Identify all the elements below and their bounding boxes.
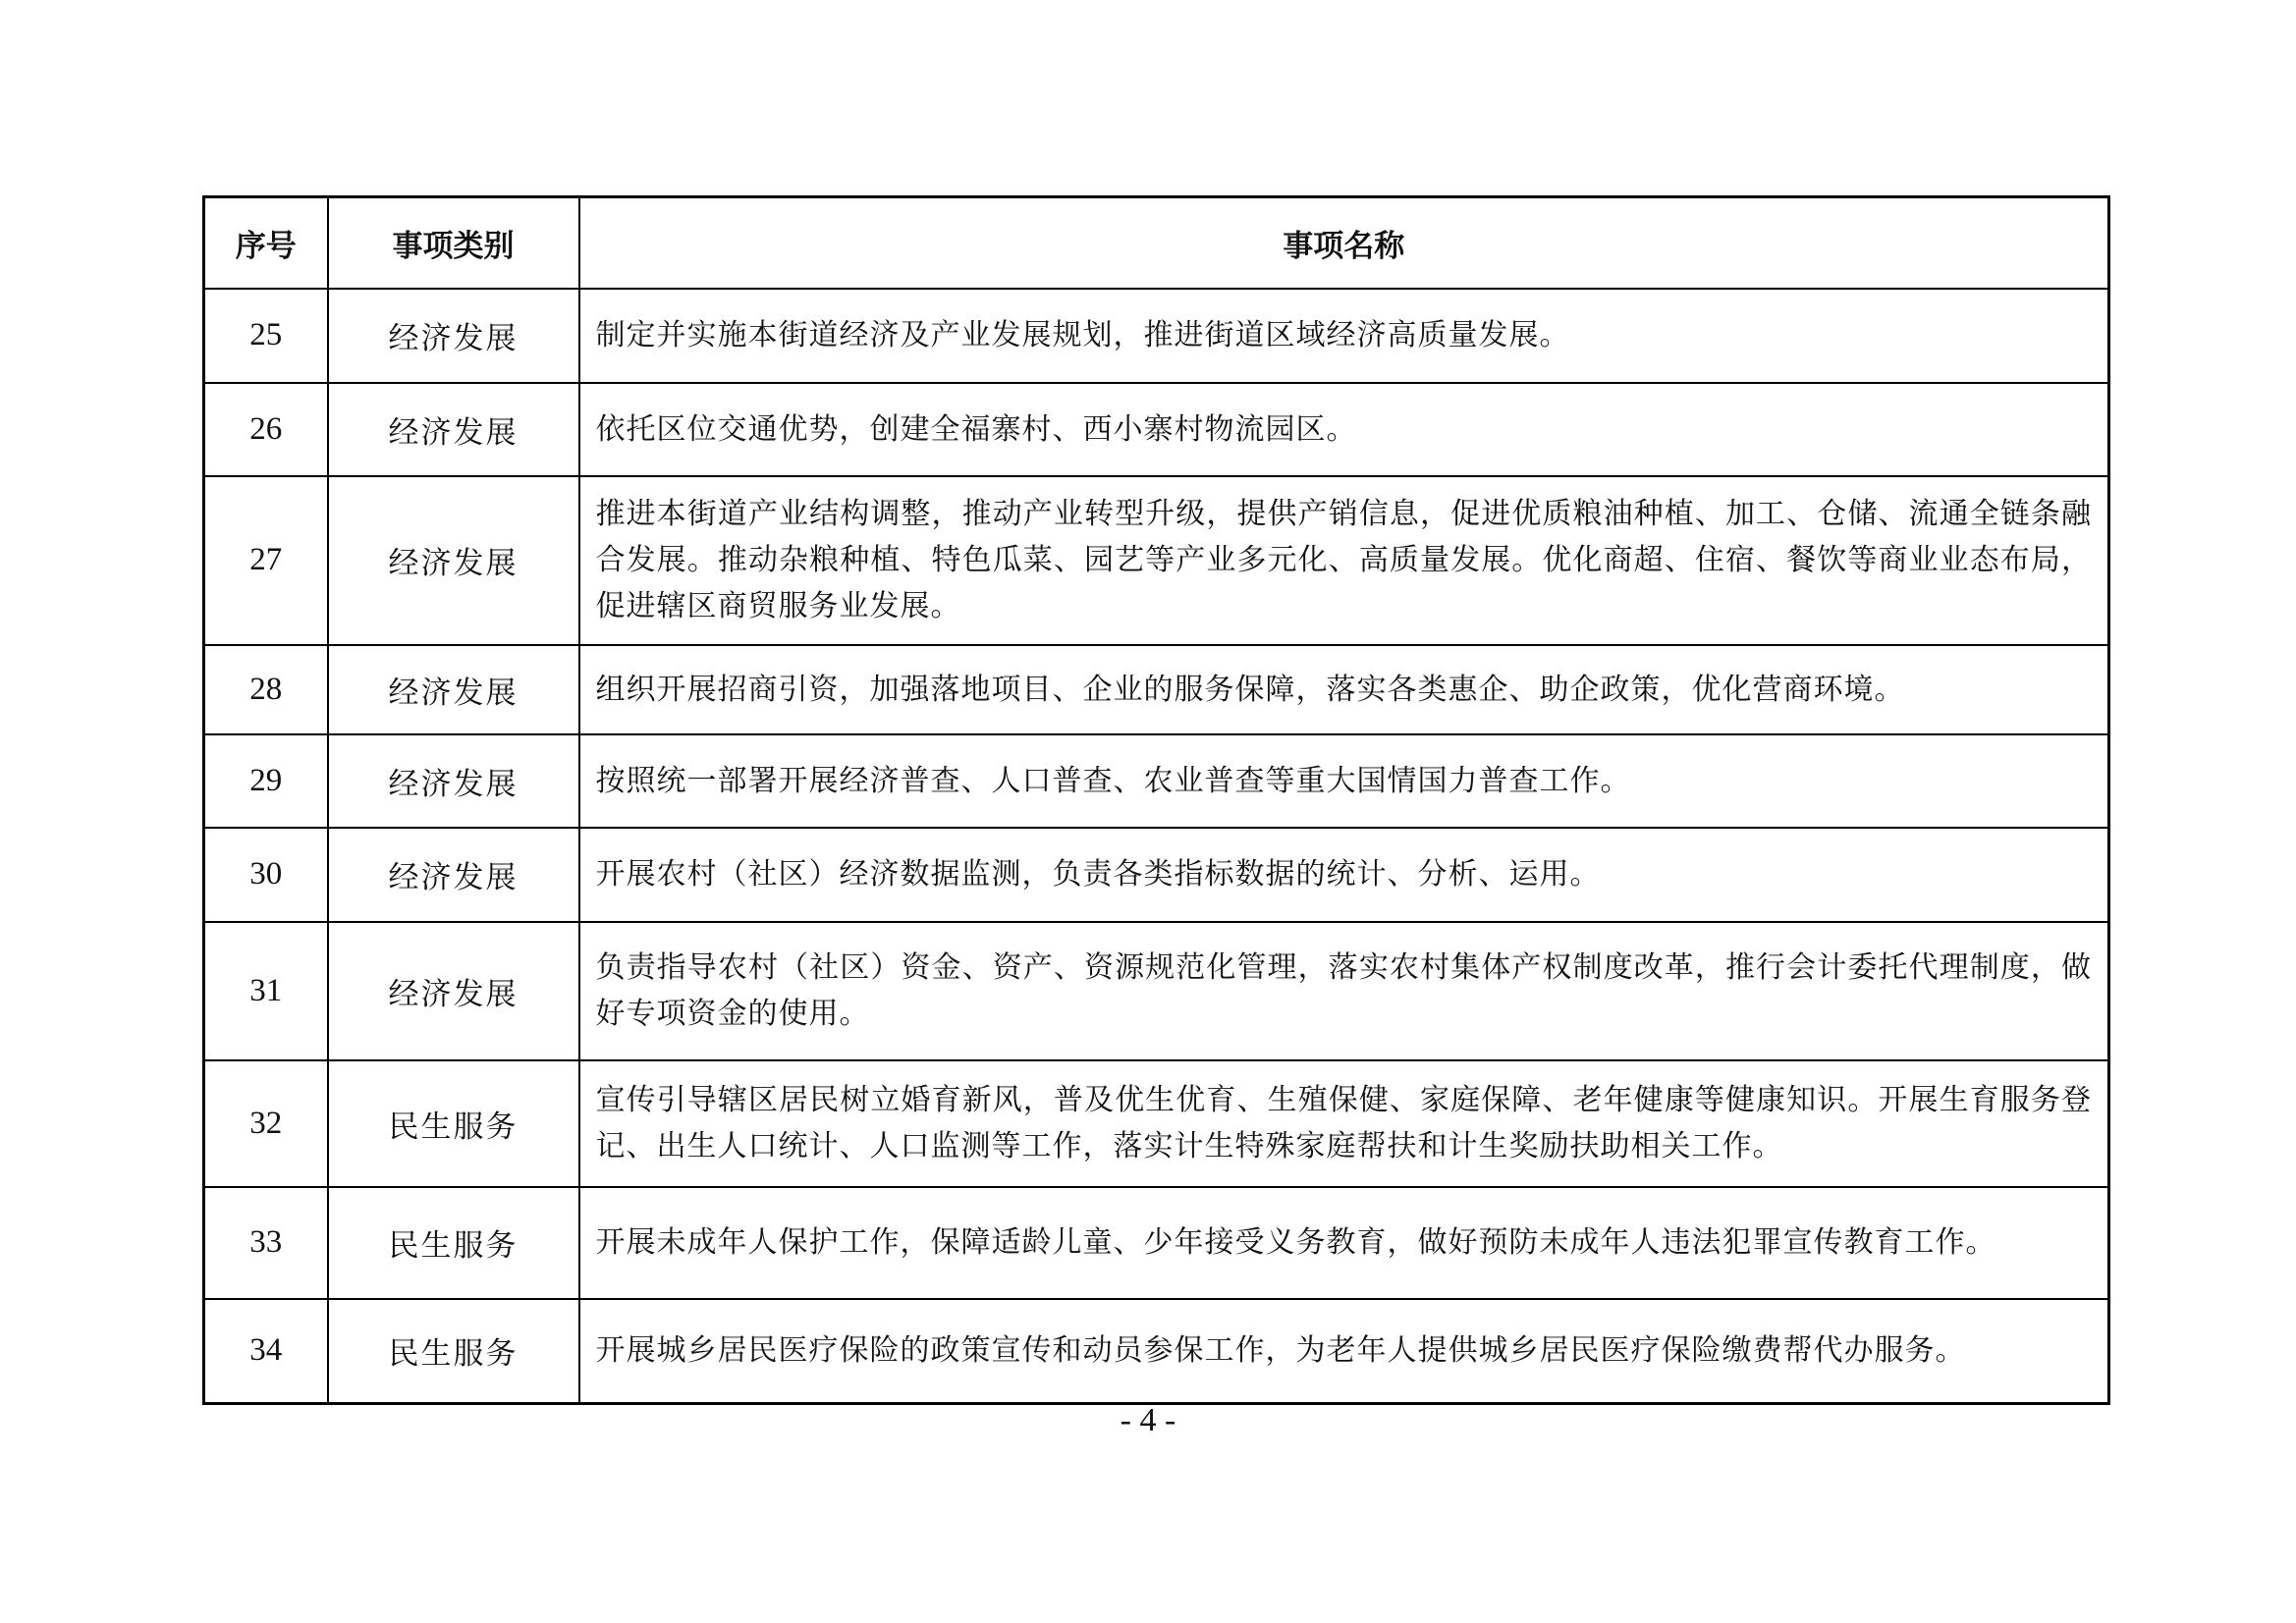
matters-table — [202, 195, 2110, 1405]
table-row — [204, 1187, 2109, 1299]
row-number: 28 — [204, 645, 328, 734]
page-number: - 4 - — [1120, 1402, 1176, 1438]
row-name: 组织开展招商引资，加强落地项目、企业的服务保障，落实各类惠企、助企政策，优化营商环境。 — [579, 645, 2109, 734]
table-row — [204, 1060, 2109, 1187]
row-name: 制定并实施本街道经济及产业发展规划，推进街道区域经济高质量发展。 — [579, 289, 2109, 383]
row-number: 34 — [204, 1299, 328, 1404]
row-number: 29 — [204, 734, 328, 828]
row-category: 经济发展 — [328, 383, 579, 476]
table-row — [204, 645, 2109, 734]
header-category: 事项类别 — [328, 197, 579, 289]
row-category: 民生服务 — [328, 1060, 579, 1187]
table-row — [204, 476, 2109, 645]
row-category: 经济发展 — [328, 476, 579, 645]
row-category: 经济发展 — [328, 828, 579, 922]
row-category: 经济发展 — [328, 289, 579, 383]
row-number: 27 — [204, 476, 328, 645]
row-category: 民生服务 — [328, 1299, 579, 1404]
row-name: 推进本街道产业结构调整，推动产业转型升级，提供产销信息，促进优质粮油种植、加工、仓储、流通全链条融合发展。推动杂粮种植、特色瓜菜、园艺等产业多元化、高质量发展。优化商超、住宿、餐饮等商业业态布局，促进辖区商贸服务业发展。 — [579, 476, 2109, 645]
row-name: 开展农村（社区）经济数据监测，负责各类指标数据的统计、分析、运用。 — [579, 828, 2109, 922]
row-category: 民生服务 — [328, 1187, 579, 1299]
row-number: 33 — [204, 1187, 328, 1299]
row-name: 依托区位交通优势，创建全福寨村、西小寨村物流园区。 — [579, 383, 2109, 476]
table-row — [204, 1299, 2109, 1404]
row-number: 32 — [204, 1060, 328, 1187]
row-category: 经济发展 — [328, 734, 579, 828]
row-category: 经济发展 — [328, 645, 579, 734]
table-row — [204, 734, 2109, 828]
table-header-row — [204, 197, 2109, 289]
table-row — [204, 289, 2109, 383]
row-number: 25 — [204, 289, 328, 383]
row-number: 30 — [204, 828, 328, 922]
row-category: 经济发展 — [328, 922, 579, 1060]
row-name: 开展未成年人保护工作，保障适龄儿童、少年接受义务教育，做好预防未成年人违法犯罪宣传教育工作。 — [579, 1187, 2109, 1299]
row-number: 26 — [204, 383, 328, 476]
row-name: 按照统一部署开展经济普查、人口普查、农业普查等重大国情国力普查工作。 — [579, 734, 2109, 828]
row-name: 负责指导农村（社区）资金、资产、资源规范化管理，落实农村集体产权制度改革，推行会计委托代理制度，做好专项资金的使用。 — [579, 922, 2109, 1060]
table-row — [204, 922, 2109, 1060]
row-name: 开展城乡居民医疗保险的政策宣传和动员参保工作，为老年人提供城乡居民医疗保险缴费帮代办服务。 — [579, 1299, 2109, 1404]
row-number: 31 — [204, 922, 328, 1060]
table-row — [204, 828, 2109, 922]
row-name: 宣传引导辖区居民树立婚育新风，普及优生优育、生殖保健、家庭保障、老年健康等健康知识。开展生育服务登记、出生人口统计、人口监测等工作，落实计生特殊家庭帮扶和计生奖励扶助相关工作。 — [579, 1060, 2109, 1187]
header-number: 序号 — [204, 197, 328, 289]
table-row — [204, 383, 2109, 476]
header-name: 事项名称 — [579, 197, 2109, 289]
